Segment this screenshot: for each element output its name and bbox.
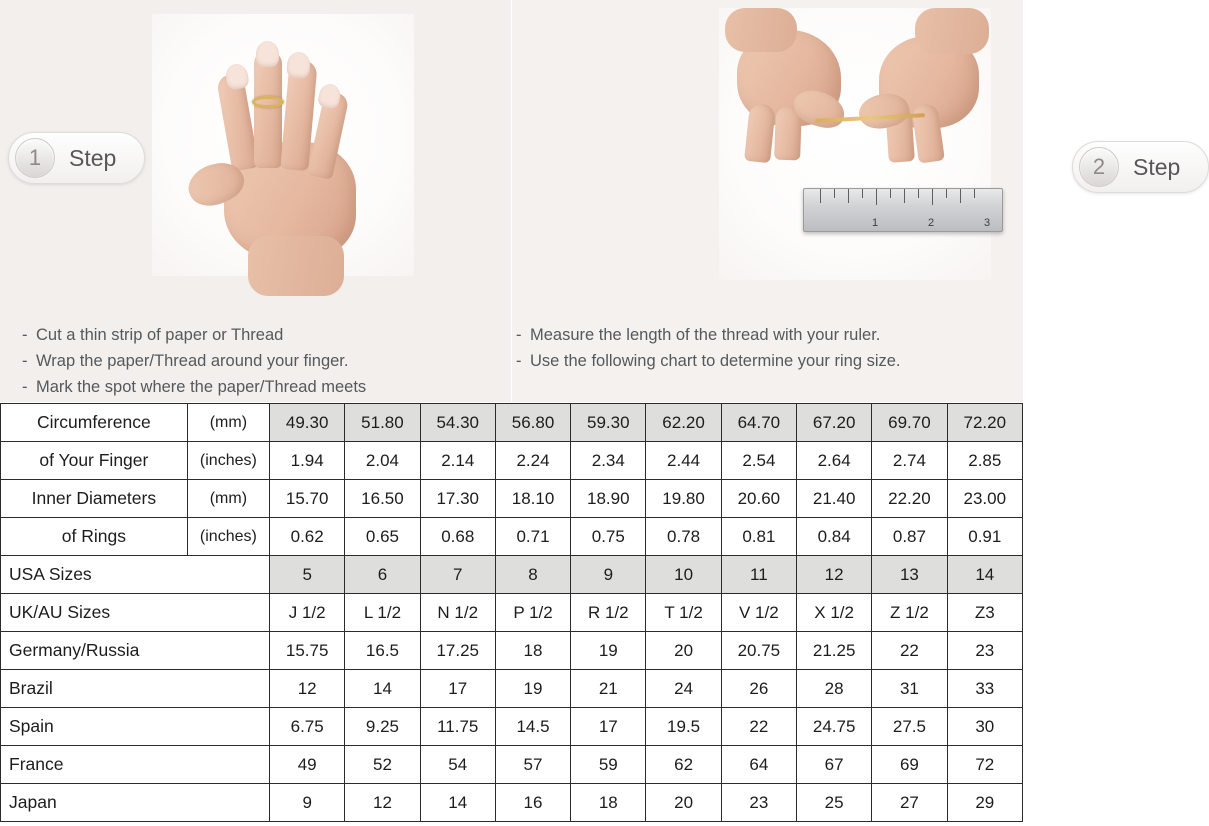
step-2-number: 2 [1079, 147, 1119, 187]
cell: 17 [571, 708, 646, 746]
step-2-instructions [516, 322, 901, 374]
cell: 18 [571, 784, 646, 822]
cell: 59.30 [571, 404, 646, 442]
cell: 16 [495, 784, 570, 822]
cell: 14.5 [495, 708, 570, 746]
cell: 19 [495, 670, 570, 708]
cell: 25 [797, 784, 872, 822]
table-row [1, 480, 1023, 518]
hand-forearm [248, 236, 344, 296]
cell: 24 [646, 670, 721, 708]
cell: 27 [872, 784, 947, 822]
instruction-text: Cut a thin strip of paper or Thread [36, 326, 284, 344]
cell: 21 [571, 670, 646, 708]
cell: 2.34 [571, 442, 646, 480]
cell: 29 [947, 784, 1022, 822]
ruler-tick [876, 189, 877, 205]
row-label-spain: Spain [1, 708, 270, 746]
table-row [1, 404, 1023, 442]
table-row [1, 784, 1023, 822]
cell: 0.71 [495, 518, 570, 556]
cell: 2.44 [646, 442, 721, 480]
step-1-photo [152, 14, 414, 276]
cell: 9 [270, 784, 345, 822]
cell: 0.87 [872, 518, 947, 556]
table-row [1, 746, 1023, 784]
ruler-tick [862, 189, 863, 198]
cell: 57 [495, 746, 570, 784]
step-1-number: 1 [15, 138, 55, 178]
cell: 12 [270, 670, 345, 708]
row-unit: (inches) [187, 518, 269, 556]
cell: Z3 [947, 594, 1022, 632]
cell: 18 [495, 632, 570, 670]
cell: 64.70 [721, 404, 796, 442]
cell: 20.60 [721, 480, 796, 518]
cell: 23 [947, 632, 1022, 670]
cell: 26 [721, 670, 796, 708]
cell: 8 [495, 556, 570, 594]
instruction-text: Measure the length of the thread with your ruler. [530, 326, 881, 344]
row-label-inner-diameters-2: of Rings [1, 518, 188, 556]
cell: J 1/2 [270, 594, 345, 632]
right-forearm [915, 8, 989, 54]
cell: 16.5 [345, 632, 420, 670]
cell: 0.91 [947, 518, 1022, 556]
cell: 1.94 [270, 442, 345, 480]
cell: R 1/2 [571, 594, 646, 632]
cell: 0.62 [270, 518, 345, 556]
cell: 49.30 [270, 404, 345, 442]
cell: 69 [872, 746, 947, 784]
step-2-label: Step [1133, 153, 1181, 180]
cell: 11 [721, 556, 796, 594]
step-1-label: Step [69, 144, 117, 171]
table-row [1, 518, 1023, 556]
cell: 17.30 [420, 480, 495, 518]
instruction-line [516, 348, 901, 374]
cell: 13 [872, 556, 947, 594]
cell: 23 [721, 784, 796, 822]
cell: V 1/2 [721, 594, 796, 632]
cell: 16.50 [345, 480, 420, 518]
cell: 28 [797, 670, 872, 708]
row-label-inner-diameters: Inner Diameters [1, 480, 188, 518]
bullet-dash: - [22, 326, 28, 344]
cell: 0.78 [646, 518, 721, 556]
cell: 15.70 [270, 480, 345, 518]
cell: 27.5 [872, 708, 947, 746]
ruler-tick [918, 189, 919, 198]
instruction-text: Use the following chart to determine your ring size. [530, 352, 901, 370]
cell: 17 [420, 670, 495, 708]
cell: N 1/2 [420, 594, 495, 632]
row-label-usa-sizes: USA Sizes [1, 556, 270, 594]
row-label-circumference-2: of Your Finger [1, 442, 188, 480]
cell: 59 [571, 746, 646, 784]
step-2-badge [1072, 141, 1209, 193]
cell: 62.20 [646, 404, 721, 442]
cell: 2.04 [345, 442, 420, 480]
ruler-number: 2 [928, 217, 935, 229]
steps-section [0, 0, 1181, 402]
cell: 20 [646, 632, 721, 670]
cell: 2.74 [872, 442, 947, 480]
step-1-instructions [22, 322, 366, 400]
cell: 14 [947, 556, 1022, 594]
instruction-line [22, 374, 366, 400]
cell: 54.30 [420, 404, 495, 442]
row-label-france: France [1, 746, 270, 784]
ruler-tick [960, 189, 961, 203]
cell: 21.40 [797, 480, 872, 518]
cell: 31 [872, 670, 947, 708]
row-label-japan: Japan [1, 784, 270, 822]
ruler-tick [932, 189, 933, 205]
cell: 67.20 [797, 404, 872, 442]
row-unit: (mm) [187, 404, 269, 442]
cell: 14 [420, 784, 495, 822]
cell: P 1/2 [495, 594, 570, 632]
cell: 10 [646, 556, 721, 594]
cell: 62 [646, 746, 721, 784]
bullet-dash: - [516, 352, 522, 370]
cell: 22.20 [872, 480, 947, 518]
row-unit: (inches) [187, 442, 269, 480]
ruler-tick [848, 189, 849, 203]
ruler-number: 1 [872, 217, 879, 229]
cell: 0.65 [345, 518, 420, 556]
row-label-uk-au-sizes: UK/AU Sizes [1, 594, 270, 632]
bullet-dash: - [22, 378, 28, 396]
cell: 11.75 [420, 708, 495, 746]
cell: 18.90 [571, 480, 646, 518]
cell: 2.54 [721, 442, 796, 480]
table-row [1, 670, 1023, 708]
cell: T 1/2 [646, 594, 721, 632]
instruction-text: Wrap the paper/Thread around your finger. [36, 352, 349, 370]
cell: 18.10 [495, 480, 570, 518]
cell: 22 [872, 632, 947, 670]
cell: 19.5 [646, 708, 721, 746]
bullet-dash: - [22, 352, 28, 370]
cell: 0.68 [420, 518, 495, 556]
ruler-tick [974, 189, 975, 198]
cell: 20.75 [721, 632, 796, 670]
cell: 30 [947, 708, 1022, 746]
cell: 20 [646, 784, 721, 822]
cell: 6.75 [270, 708, 345, 746]
cell: 12 [345, 784, 420, 822]
instruction-text: Mark the spot where the paper/Thread meets [36, 378, 367, 396]
row-label-germany-russia: Germany/Russia [1, 632, 270, 670]
cell: 5 [270, 556, 345, 594]
ruler-tick [904, 189, 905, 203]
table-row [1, 632, 1023, 670]
cell: X 1/2 [797, 594, 872, 632]
cell: 51.80 [345, 404, 420, 442]
cell: 69.70 [872, 404, 947, 442]
cell: 67 [797, 746, 872, 784]
cell: 12 [797, 556, 872, 594]
instruction-line [22, 322, 366, 348]
ring-size-table [0, 403, 1023, 822]
cell: 15.75 [270, 632, 345, 670]
row-label-circumference: Circumference [1, 404, 188, 442]
cell: 2.64 [797, 442, 872, 480]
cell: 72 [947, 746, 1022, 784]
cell: 54 [420, 746, 495, 784]
step-1-badge [8, 132, 145, 184]
ring-size-table-wrapper [0, 403, 1023, 822]
ruler-tick [946, 189, 947, 198]
instruction-line [516, 322, 901, 348]
table-row [1, 442, 1023, 480]
cell: 33 [947, 670, 1022, 708]
cell: 19 [571, 632, 646, 670]
step-2-panel [511, 0, 1181, 402]
cell: 2.14 [420, 442, 495, 480]
cell: 64 [721, 746, 796, 784]
cell: 49 [270, 746, 345, 784]
cell: 2.24 [495, 442, 570, 480]
step-2-photo [719, 8, 991, 280]
ruler-number: 3 [984, 217, 991, 229]
bullet-dash: - [516, 326, 522, 344]
cell: 14 [345, 670, 420, 708]
cell: 0.81 [721, 518, 796, 556]
cell: Z 1/2 [872, 594, 947, 632]
cell: 2.85 [947, 442, 1022, 480]
row-label-brazil: Brazil [1, 670, 270, 708]
cell: 7 [420, 556, 495, 594]
ruler [803, 188, 1003, 232]
ruler-tick [890, 189, 891, 198]
cell: 19.80 [646, 480, 721, 518]
cell: 24.75 [797, 708, 872, 746]
cell: 17.25 [420, 632, 495, 670]
instruction-line [22, 348, 366, 374]
thread-on-finger [252, 96, 284, 108]
cell: 52 [345, 746, 420, 784]
cell: 9 [571, 556, 646, 594]
cell: 22 [721, 708, 796, 746]
finger-middle [254, 50, 282, 168]
step-1-panel [0, 0, 511, 402]
cell: 21.25 [797, 632, 872, 670]
table-row [1, 556, 1023, 594]
fingernail-middle [256, 41, 279, 67]
cell: 6 [345, 556, 420, 594]
table-row [1, 594, 1023, 632]
cell: 23.00 [947, 480, 1022, 518]
cell: 56.80 [495, 404, 570, 442]
cell: 0.84 [797, 518, 872, 556]
left-forearm [725, 8, 797, 52]
ruler-tick [834, 189, 835, 198]
table-row [1, 708, 1023, 746]
cell: 9.25 [345, 708, 420, 746]
cell: 72.20 [947, 404, 1022, 442]
row-unit: (mm) [187, 480, 269, 518]
ruler-tick [820, 189, 821, 203]
cell: L 1/2 [345, 594, 420, 632]
cell: 0.75 [571, 518, 646, 556]
